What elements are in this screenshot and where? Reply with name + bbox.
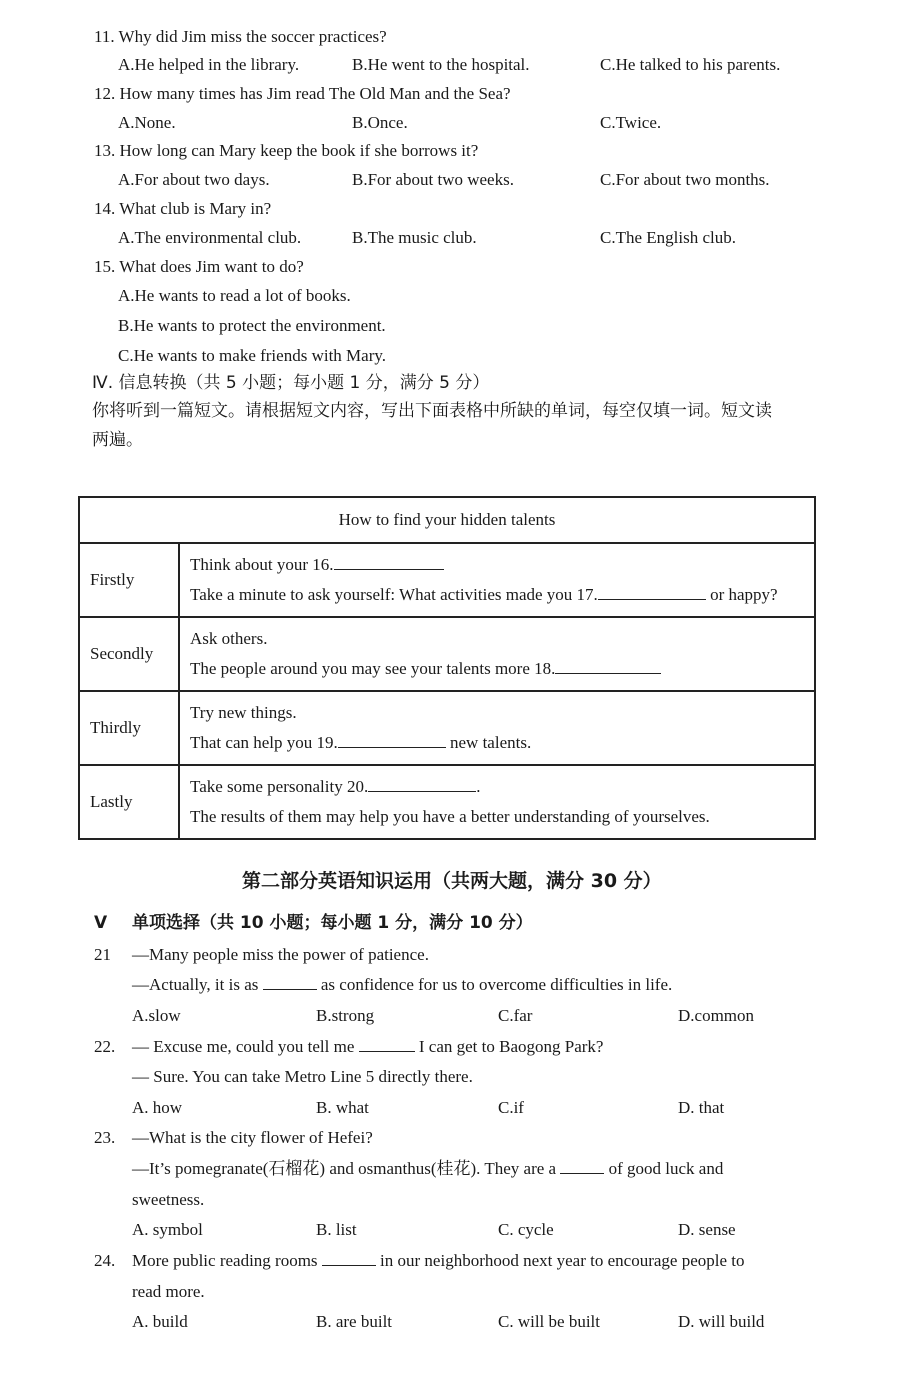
section-4-instruction-line2: 两遍。 xyxy=(92,430,143,450)
question-11-option-a: A.He helped in the library. xyxy=(118,55,300,74)
question-13-stem: 13. How long can Mary keep the book if she borrows it? xyxy=(94,141,479,160)
row3-line1: Try new things. xyxy=(190,703,297,722)
part-2-heading: 第二部分英语知识运用（共两大题，满分 30 分） xyxy=(242,870,662,892)
question-12-option-a: A.None. xyxy=(118,113,176,132)
blank-18[interactable] xyxy=(555,659,661,674)
question-21-line2-post: as confidence for us to overcome difficulties in life. xyxy=(316,975,673,994)
question-15-option-b: B.He wants to protect the environment. xyxy=(118,316,386,335)
question-12-option-b: B.Once. xyxy=(352,113,408,132)
question-23-number: 23. xyxy=(94,1128,116,1147)
section-5-number: V xyxy=(94,913,108,933)
blank-16[interactable] xyxy=(334,555,444,570)
blank-17[interactable] xyxy=(598,585,706,600)
row4-line1-post: . xyxy=(476,777,481,796)
section-4-instruction-line1: 你将听到一篇短文。请根据短文内容，写出下面表格中所缺的单词，每空仅填一词。短文读 xyxy=(92,401,772,421)
table-row xyxy=(79,765,815,839)
question-21-number: 21 xyxy=(94,945,111,964)
row1-line1: Think about your 16. xyxy=(190,555,334,574)
question-15-stem: 15. What does Jim want to do? xyxy=(94,257,304,276)
question-23-line2-post: of good luck and xyxy=(604,1159,724,1178)
question-21-option-c: C.far xyxy=(498,1006,533,1025)
question-14-option-c: C.The English club. xyxy=(600,228,736,247)
question-14-stem: 14. What club is Mary in? xyxy=(94,199,272,218)
row1-line2-post: or happy? xyxy=(705,585,778,604)
question-23-option-d: D. sense xyxy=(678,1220,736,1239)
question-24-option-b: B. are built xyxy=(316,1312,393,1331)
question-15-option-c: C.He wants to make friends with Mary. xyxy=(118,346,387,365)
question-22-line2: — Sure. You can take Metro Line 5 directly there. xyxy=(132,1067,473,1086)
section-5-title: 单项选择（共 10 小题；每小题 1 分，满分 10 分） xyxy=(132,913,533,933)
question-24-line2: read more. xyxy=(132,1282,205,1301)
blank-20[interactable] xyxy=(368,777,476,792)
row1-line2-pre: Take a minute to ask yourself: What activities made you 17. xyxy=(190,585,598,604)
row3-line2-post: new talents. xyxy=(445,733,532,752)
question-24-line1-pre: More public reading rooms xyxy=(132,1251,322,1270)
question-22-line1-post: I can get to Baogong Park? xyxy=(414,1037,604,1056)
question-21-line1: —Many people miss the power of patience. xyxy=(132,945,429,964)
question-11-option-c: C.He talked to his parents. xyxy=(600,55,781,74)
question-23-line2-pre: —It’s pomegranate(石榴花) and osmanthus(桂花). They are a xyxy=(132,1159,561,1178)
question-21-line2-pre: —Actually, it is as xyxy=(132,975,263,994)
section-4-title: Ⅳ. 信息转换（共 5 小题；每小题 1 分，满分 5 分） xyxy=(92,373,490,393)
question-23-line1: —What is the city flower of Hefei? xyxy=(132,1128,373,1147)
question-22-option-b: B. what xyxy=(316,1098,369,1117)
question-12-stem: 12. How many times has Jim read The Old Man and the Sea? xyxy=(94,84,511,103)
question-15-option-a: A.He wants to read a lot of books. xyxy=(118,286,351,305)
question-23-blank[interactable] xyxy=(560,1159,604,1174)
question-14-option-a: A.The environmental club. xyxy=(118,228,302,247)
row-label-thirdly: Thirdly xyxy=(79,691,179,765)
row2-line2-pre: The people around you may see your talents more 18. xyxy=(190,659,556,678)
row3-line2-pre: That can help you 19. xyxy=(190,733,338,752)
question-21-option-b: B.strong xyxy=(316,1006,375,1025)
row4-line2: The results of them may help you have a better understanding of yourselves. xyxy=(190,807,710,826)
question-13-option-a: A.For about two days. xyxy=(118,170,270,189)
blank-19[interactable] xyxy=(338,733,446,748)
question-12-option-c: C.Twice. xyxy=(600,113,662,132)
row-label-firstly: Firstly xyxy=(79,543,179,617)
question-22-line1-pre: — Excuse me, could you tell me xyxy=(132,1037,359,1056)
question-24-number: 24. xyxy=(94,1251,116,1270)
question-22-option-c: C.if xyxy=(498,1098,524,1117)
question-23-option-b: B. list xyxy=(316,1220,357,1239)
question-22-option-a: A. how xyxy=(132,1098,183,1117)
table-row xyxy=(79,691,815,765)
question-21-blank[interactable] xyxy=(263,975,317,990)
question-23-option-c: C. cycle xyxy=(498,1220,554,1239)
question-22-blank[interactable] xyxy=(359,1037,415,1052)
question-21-option-a: A.slow xyxy=(132,1006,181,1025)
question-11-stem: 11. Why did Jim miss the soccer practices? xyxy=(94,27,387,46)
question-24-option-d: D. will build xyxy=(678,1312,765,1331)
question-23-line3: sweetness. xyxy=(132,1190,205,1209)
table-title: How to find your hidden talents xyxy=(79,497,815,543)
question-24-option-a: A. build xyxy=(132,1312,188,1331)
question-22-number: 22. xyxy=(94,1037,116,1056)
talents-table xyxy=(78,496,816,840)
row-label-lastly: Lastly xyxy=(79,765,179,839)
question-21-option-d: D.common xyxy=(678,1006,755,1025)
question-23-option-a: A. symbol xyxy=(132,1220,203,1239)
table-row xyxy=(79,543,815,617)
question-24-blank[interactable] xyxy=(322,1251,376,1266)
question-24-option-c: C. will be built xyxy=(498,1312,600,1331)
question-14-option-b: B.The music club. xyxy=(352,228,477,247)
table-row xyxy=(79,617,815,691)
question-22-option-d: D. that xyxy=(678,1098,725,1117)
question-13-option-b: B.For about two weeks. xyxy=(352,170,514,189)
row4-line1-pre: Take some personality 20. xyxy=(190,777,369,796)
row2-line1: Ask others. xyxy=(190,629,268,648)
row-label-secondly: Secondly xyxy=(79,617,179,691)
question-13-option-c: C.For about two months. xyxy=(600,170,770,189)
question-11-option-b: B.He went to the hospital. xyxy=(352,55,530,74)
question-24-line1-post: in our neighborhood next year to encourage people to xyxy=(375,1251,745,1270)
